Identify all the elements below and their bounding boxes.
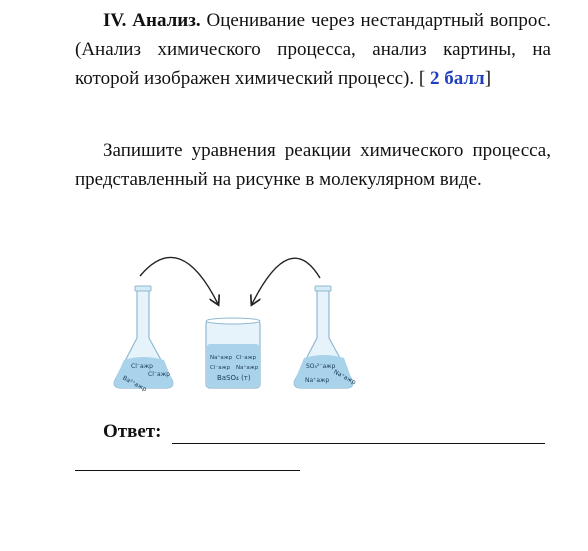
right-label-3: Na⁺ажр: [305, 377, 330, 384]
right-label-1: SO₄²⁻ажр: [306, 363, 336, 370]
right-flask: [294, 286, 357, 388]
left-label-2: Cl⁻ажр: [148, 371, 170, 378]
chemistry-figure: [100, 246, 390, 406]
reaction-illustration: [100, 246, 390, 406]
left-label-1: Cl⁻ажр: [131, 363, 153, 370]
right-label-2: Na⁺ажр: [332, 368, 357, 387]
score-bracket: ]: [484, 68, 492, 89]
beaker-label-4: Na⁺ажр: [236, 365, 259, 371]
answer-line-2[interactable]: [75, 470, 300, 471]
left-flask: [114, 286, 173, 393]
beaker-label-5: BaSO₄ (т): [217, 374, 251, 382]
left-label-3: Ba²⁺ажр: [121, 374, 148, 394]
beaker-label-3: Cl⁻ажр: [210, 365, 231, 371]
beaker-label-2: Cl⁻ажр: [236, 355, 257, 361]
center-beaker: [206, 318, 260, 388]
section-heading: IV. Анализ.: [103, 10, 201, 31]
left-arrow: [140, 257, 218, 304]
answer-line-1[interactable]: [172, 443, 545, 444]
section-paragraph: [75, 6, 551, 93]
answer-label: Ответ:: [103, 421, 162, 442]
section-intro: Оценивание через нестандартный вопрос. (Анализ химического процесса, анализ картины, на которой изображен химический процесс). [: [75, 10, 551, 89]
task-text: Запишите уравнения реакции химического процесса, представленный на рисунке в молекулярном виде.: [75, 140, 551, 190]
score-label: 2 балл: [429, 68, 485, 89]
right-arrow: [252, 258, 320, 304]
beaker-label-1: Na⁺ажр: [210, 355, 233, 361]
